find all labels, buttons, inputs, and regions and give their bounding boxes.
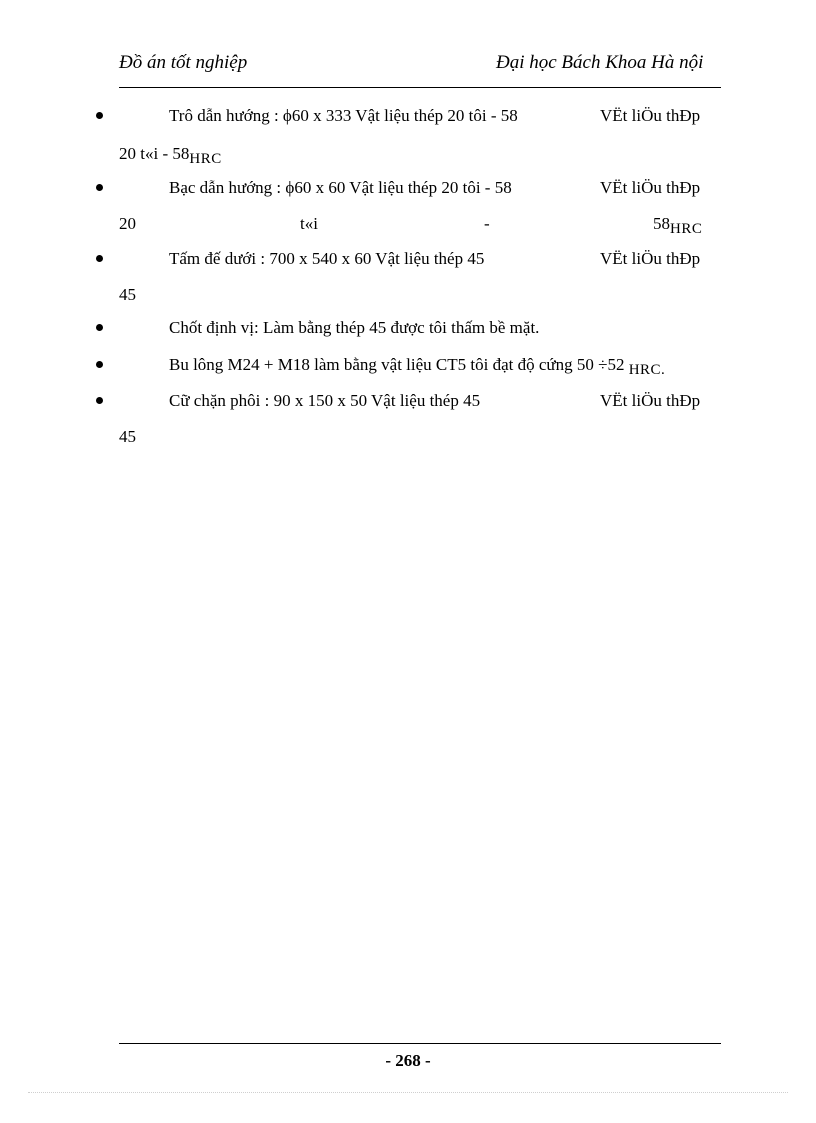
bullet-icon (96, 184, 103, 191)
item-6-continuation: 45 (119, 427, 136, 446)
item-2-cont-b: t«i (300, 214, 318, 233)
footer-rule (119, 1043, 721, 1044)
bullet-icon (96, 324, 103, 331)
item-4-text: Chốt định vị: Làm bằng thép 45 được tôi thấm bề mặt. (169, 318, 540, 337)
item-1-right-text: VËt liÖu thÐp (600, 106, 701, 125)
item-3-continuation: 45 (119, 285, 136, 304)
item-1-continuation (119, 143, 222, 170)
item-1-text: Trô dẫn hướng : ϕ60 x 333 Vật liệu thép 20 tôi - 58 (169, 106, 518, 125)
bullet-icon (96, 361, 103, 368)
page-number: - 268 - (385, 1051, 431, 1070)
bullet-icon (96, 112, 103, 119)
item-2-cont-a: 20 (119, 214, 136, 233)
item-5-line (169, 354, 665, 381)
item-3-right-text: VËt liÖu thÐp (600, 249, 701, 268)
header-rule (119, 87, 721, 88)
item-1-cont-sub: HRC (189, 151, 222, 167)
item-6-right-text: VËt liÖu thÐp (600, 391, 701, 410)
bullet-icon (96, 255, 103, 262)
item-2-right-text: VËt liÖu thÐp (600, 178, 701, 197)
item-2-cont-c: - (484, 214, 490, 233)
page-edge-divider (28, 1092, 788, 1093)
item-3-text: Tấm đế dưới : 700 x 540 x 60 Vật liệu thép 45 (169, 249, 485, 268)
item-5-text: Bu lông M24 + M18 làm bằng vật liệu CT5 tôi đạt độ cứng 50 ÷52 (169, 355, 625, 374)
header-title-right: Đại học Bách Khoa Hà nội (496, 52, 704, 73)
item-2-text: Bạc dẫn hướng : ϕ60 x 60 Vật liệu thép 20 tôi - 58 (169, 178, 512, 197)
item-1-cont-text: 20 t«i - 58 (119, 144, 190, 163)
item-6-text: Cữ chặn phôi : 90 x 150 x 50 Vật liệu thép 45 (169, 391, 481, 410)
item-2-cont-d-wrap (653, 213, 702, 240)
item-5-sub: HRC. (628, 362, 666, 378)
item-2-cont-d: 58 (653, 214, 670, 233)
bullet-icon (96, 397, 103, 404)
header-title-left: Đồ án tốt nghiệp (119, 52, 248, 73)
item-2-cont-sub: HRC (670, 221, 703, 237)
